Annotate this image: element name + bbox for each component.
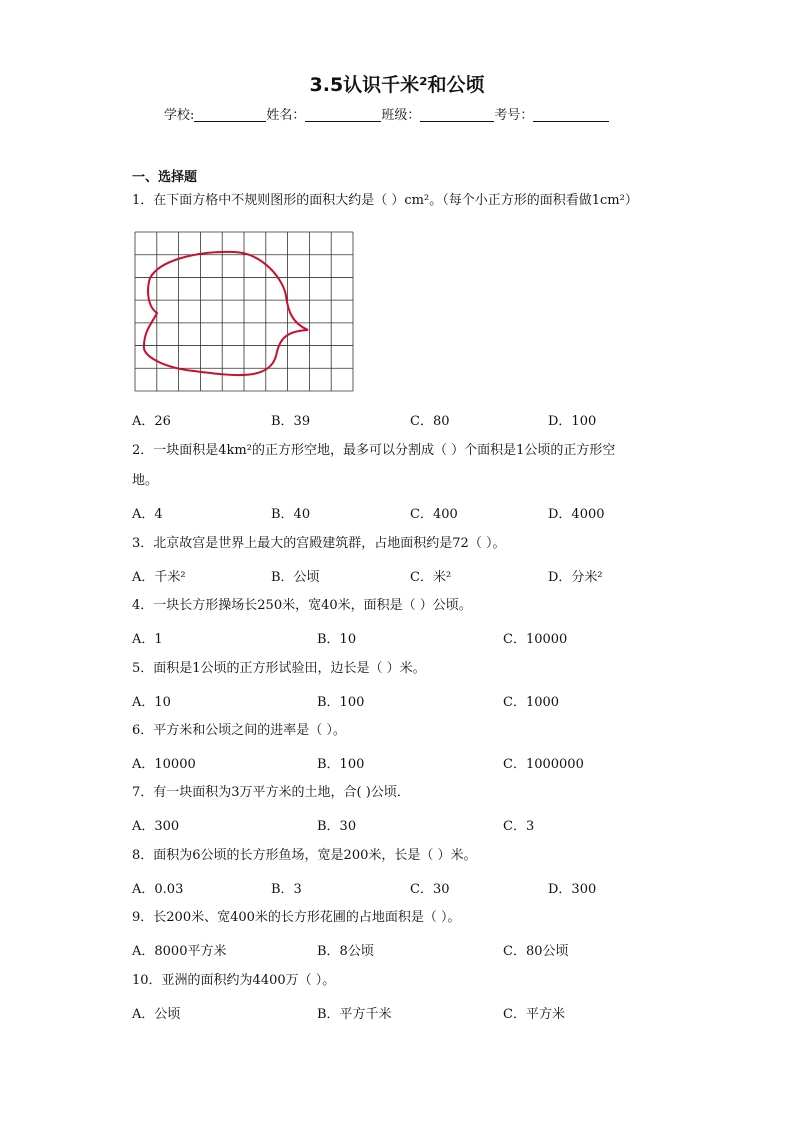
question-3-text: 3．北京故宫是世界上最大的宫殿建筑群，占地面积约是72（ ）。 <box>132 536 506 551</box>
question-10-text: 10．亚洲的面积约为4400万（ ）。 <box>132 973 336 988</box>
question-5-text: 5．面积是1公顷的正方形试验田，边长是（ ）米。 <box>132 661 426 676</box>
class-blank <box>420 107 494 122</box>
number-label: 考号： <box>494 108 534 123</box>
number-blank <box>533 107 609 122</box>
question-2-text: 2．一块面积是4km²的正方形空地，最多可以分割成（ ）个面积是1公顷的正方形空 <box>132 443 616 458</box>
q2-option-a[interactable]: A．4 <box>132 507 163 522</box>
question-9-text: 9．长200米、宽400米的长方形花圃的占地面积是（ ）。 <box>132 910 461 925</box>
q1-option-a[interactable]: A．26 <box>132 414 171 429</box>
irregular-shape <box>144 252 308 375</box>
q1-option-c[interactable]: C．80 <box>410 414 450 429</box>
q4-option-b[interactable]: B．10 <box>317 632 357 647</box>
q7-option-b[interactable]: B．30 <box>317 819 357 834</box>
q5-option-b[interactable]: B．100 <box>317 695 365 710</box>
q4-option-a[interactable]: A．1 <box>132 632 163 647</box>
q8-option-b[interactable]: B．3 <box>271 882 302 897</box>
q8-option-c[interactable]: C．30 <box>410 882 450 897</box>
q10-option-a[interactable]: A．公顷 <box>132 1007 181 1022</box>
q2-option-d[interactable]: D．4000 <box>548 507 605 522</box>
q4-option-c[interactable]: C．10000 <box>503 632 568 647</box>
q9-option-b[interactable]: B．8公顷 <box>317 944 374 959</box>
grid-figure <box>134 231 354 392</box>
class-label: 班级： <box>381 108 421 123</box>
q8-option-d[interactable]: D．300 <box>548 882 597 897</box>
q5-option-c[interactable]: C．1000 <box>503 695 560 710</box>
question-6-text: 6．平方米和公顷之间的进率是（ ）。 <box>132 723 346 738</box>
q1-option-b[interactable]: B．39 <box>271 414 311 429</box>
q6-option-b[interactable]: B．100 <box>317 757 365 772</box>
school-label: 学校: <box>164 108 195 123</box>
q10-option-c[interactable]: C．平方米 <box>503 1007 565 1022</box>
grid-lines <box>135 232 353 391</box>
q3-option-d[interactable]: D．分米² <box>548 570 603 585</box>
q10-option-b[interactable]: B．平方千米 <box>317 1007 392 1022</box>
q2-option-b[interactable]: B．40 <box>271 507 311 522</box>
question-7-text: 7．有一块面积为3万平方米的土地，合( )公顷． <box>132 785 410 800</box>
q9-option-a[interactable]: A．8000平方米 <box>132 944 227 959</box>
q1-option-d[interactable]: D．100 <box>548 414 597 429</box>
question-8-text: 8．面积为6公顷的长方形鱼场，宽是200米，长是（ ）米。 <box>132 848 477 863</box>
q2-option-c[interactable]: C．400 <box>410 507 458 522</box>
question-1-text: 1．在下面方格中不规则图形的面积大约是（ ）cm²。（每个小正方形的面积看做1cm²） <box>132 193 638 208</box>
name-blank <box>305 107 381 122</box>
q6-option-a[interactable]: A．10000 <box>132 757 196 772</box>
question-4-text: 4．一块长方形操场长250米，宽40米，面积是（ ）公顷。 <box>132 598 472 613</box>
question-2-text-cont: 地。 <box>132 473 159 488</box>
q7-option-c[interactable]: C．3 <box>503 819 535 834</box>
q3-option-b[interactable]: B．公顷 <box>271 570 320 585</box>
q3-option-a[interactable]: A．千米² <box>132 570 186 585</box>
name-label: 姓名： <box>266 108 306 123</box>
q5-option-a[interactable]: A．10 <box>132 695 171 710</box>
page-title: 3.5认识千米²和公顷 <box>309 74 485 96</box>
q6-option-c[interactable]: C．1000000 <box>503 757 584 772</box>
section-heading: 一、选择题 <box>132 170 198 185</box>
school-blank <box>194 107 266 122</box>
q9-option-c[interactable]: C．80公顷 <box>503 944 569 959</box>
student-info-line <box>164 104 644 123</box>
q3-option-c[interactable]: C．米² <box>410 570 452 585</box>
q8-option-a[interactable]: A．0.03 <box>132 882 184 897</box>
q7-option-a[interactable]: A．300 <box>132 819 180 834</box>
